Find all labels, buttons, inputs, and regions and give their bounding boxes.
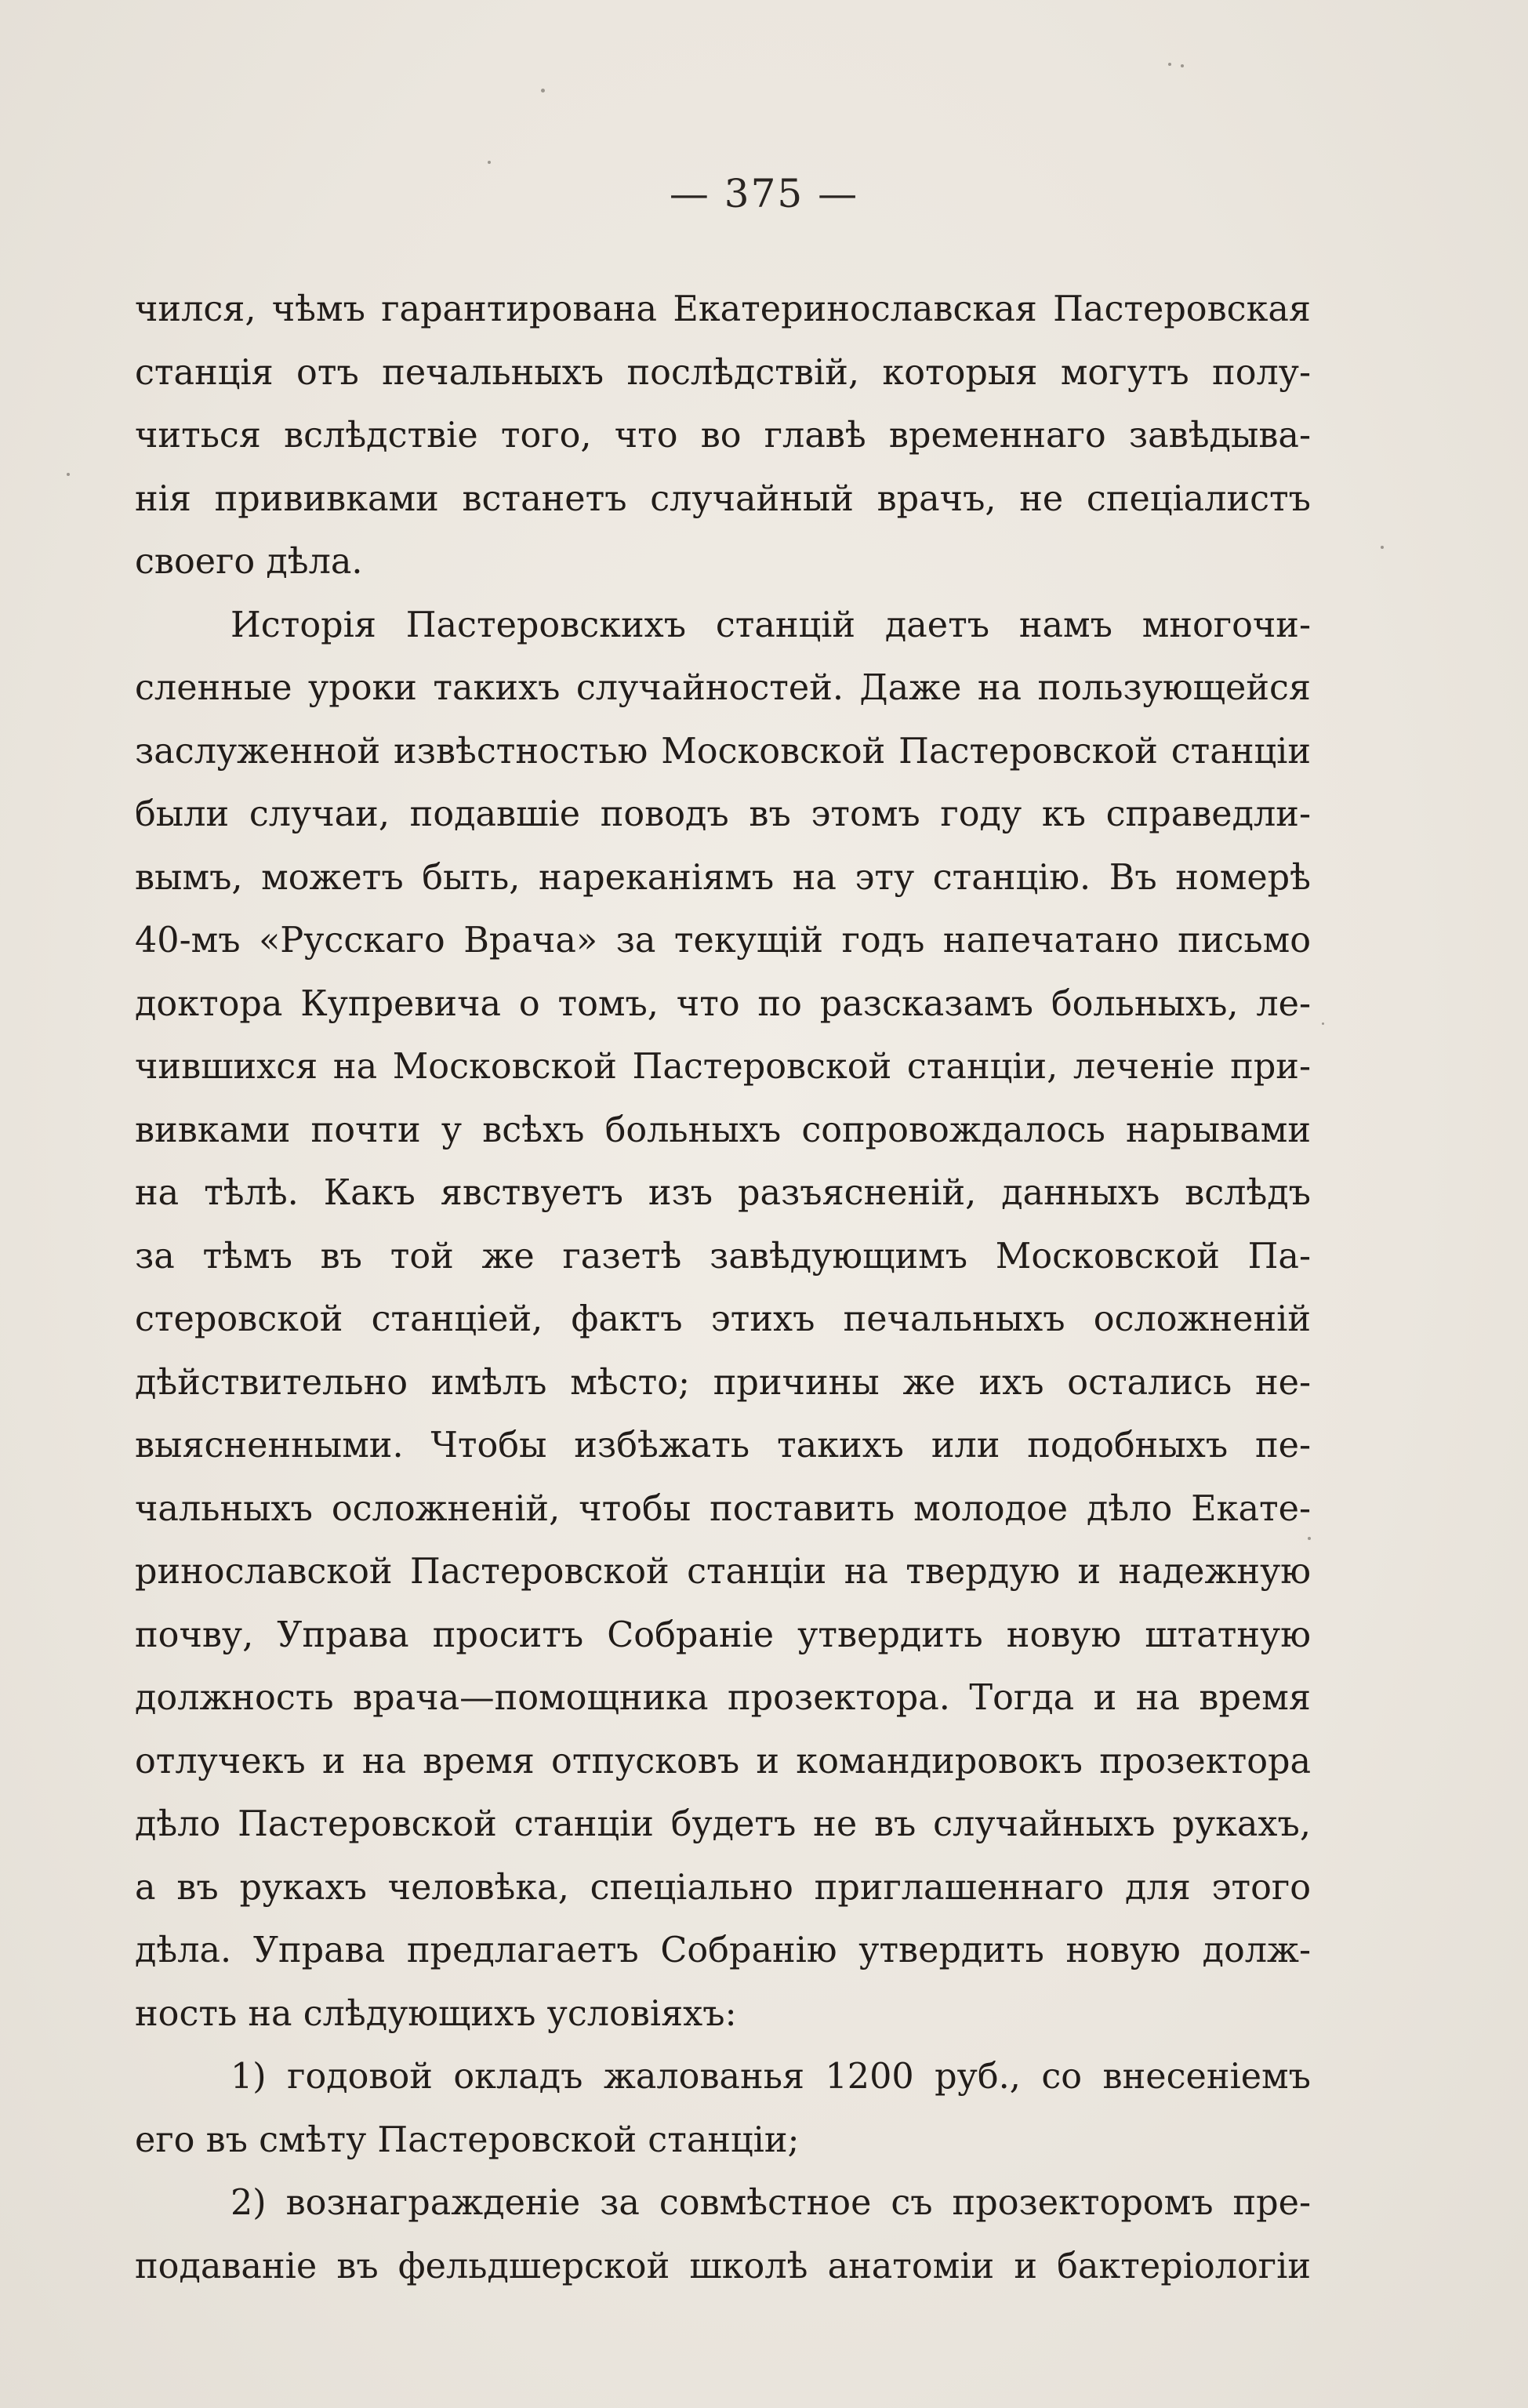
text-line: чившихся на Московской Пастеровской станціи, леченіе при- bbox=[135, 1047, 1311, 1087]
text-line: дѣла. Управа предлагаетъ Собранію утвердить новую долж- bbox=[135, 1930, 1311, 1970]
paper-fleck bbox=[67, 473, 70, 476]
paragraph-start-line: Исторія Пастеровскихъ станцій даетъ намъ многочи- bbox=[230, 605, 1311, 645]
text-line: ринославской Пастеровской станціи на твердую и надежную bbox=[135, 1552, 1311, 1592]
paper-fleck bbox=[1381, 546, 1384, 549]
text-line: читься вслѣдствіе того, что во главѣ временнаго завѣдыва- bbox=[135, 416, 1311, 456]
text-line: за тѣмъ въ той же газетѣ завѣдующимъ Московской Па- bbox=[135, 1236, 1311, 1277]
text-line: станція отъ печальныхъ послѣдствій, которыя могутъ полу- bbox=[135, 352, 1311, 393]
list-item-line: подаваніе въ фельдшерской школѣ анатоміи и бактеріологіи bbox=[135, 2246, 1311, 2286]
paper-fleck bbox=[1322, 1022, 1324, 1025]
text-line: а въ рукахъ человѣка, спеціально приглашеннаго для этого bbox=[135, 1867, 1311, 1908]
page-number: — 375 — bbox=[669, 171, 859, 216]
text-line: чальныхъ осложненій, чтобы поставить молодое дѣло Екате- bbox=[135, 1488, 1311, 1529]
text-line: почву, Управа проситъ Собраніе утвердить новую штатную bbox=[135, 1614, 1311, 1655]
text-line: сленные уроки такихъ случайностей. Даже на пользующейся bbox=[135, 668, 1311, 708]
list-item-line: 1) годовой окладъ жалованья 1200 руб., со внесеніемъ bbox=[230, 2057, 1311, 2097]
text-line: отлучекъ и на время отпусковъ и командировокъ прозектора bbox=[135, 1741, 1311, 1781]
text-line: вивками почти у всѣхъ больныхъ сопровождалось нарывами bbox=[135, 1110, 1311, 1150]
text-line: должность врача—помощника прозектора. Тогда и на время bbox=[135, 1678, 1311, 1718]
text-line: доктора Купревича о томъ, что по разсказамъ больныхъ, ле- bbox=[135, 983, 1311, 1024]
paper-fleck bbox=[1168, 63, 1171, 66]
text-line: дѣло Пастеровской станціи будетъ не въ случайныхъ рукахъ, bbox=[135, 1804, 1311, 1844]
paper-fleck bbox=[1181, 64, 1184, 67]
paper-fleck bbox=[541, 89, 545, 93]
text-line: 40-мъ «Русскаго Врача» за текущій годъ напечатано письмо bbox=[135, 921, 1311, 961]
text-line: выясненными. Чтобы избѣжать такихъ или подобныхъ пе- bbox=[135, 1426, 1311, 1466]
text-line: чился, чѣмъ гарантирована Екатеринославская Пастеровская bbox=[135, 289, 1311, 329]
paper-fleck bbox=[488, 161, 491, 164]
list-item-line: 2) вознагражденіе за совмѣстное съ прозекторомъ пре- bbox=[230, 2183, 1311, 2223]
body-text bbox=[135, 278, 1311, 2298]
list-item-line: его въ смѣту Пастеровской станціи; bbox=[135, 2119, 800, 2160]
text-line: нія прививками встанетъ случайный врачъ, не спеціалистъ bbox=[135, 478, 1311, 519]
text-line: на тѣлѣ. Какъ явствуетъ изъ разъясненій, данныхъ вслѣдъ bbox=[135, 1173, 1311, 1213]
text-line: дѣйствительно имѣлъ мѣсто; причины же ихъ остались не- bbox=[135, 1362, 1311, 1403]
text-line: вымъ, можетъ быть, нареканіямъ на эту станцію. Въ номерѣ bbox=[135, 857, 1311, 898]
text-line: были случаи, подавшіе поводъ въ этомъ году къ справедли- bbox=[135, 794, 1311, 834]
text-line: ность на слѣдующихъ условіяхъ: bbox=[135, 1993, 737, 2034]
text-line: заслуженной извѣстностью Московской Пастеровской станціи bbox=[135, 731, 1311, 772]
text-line: своего дѣла. bbox=[135, 542, 363, 582]
text-line: стеровской станціей, фактъ этихъ печальныхъ осложненій bbox=[135, 1299, 1311, 1339]
